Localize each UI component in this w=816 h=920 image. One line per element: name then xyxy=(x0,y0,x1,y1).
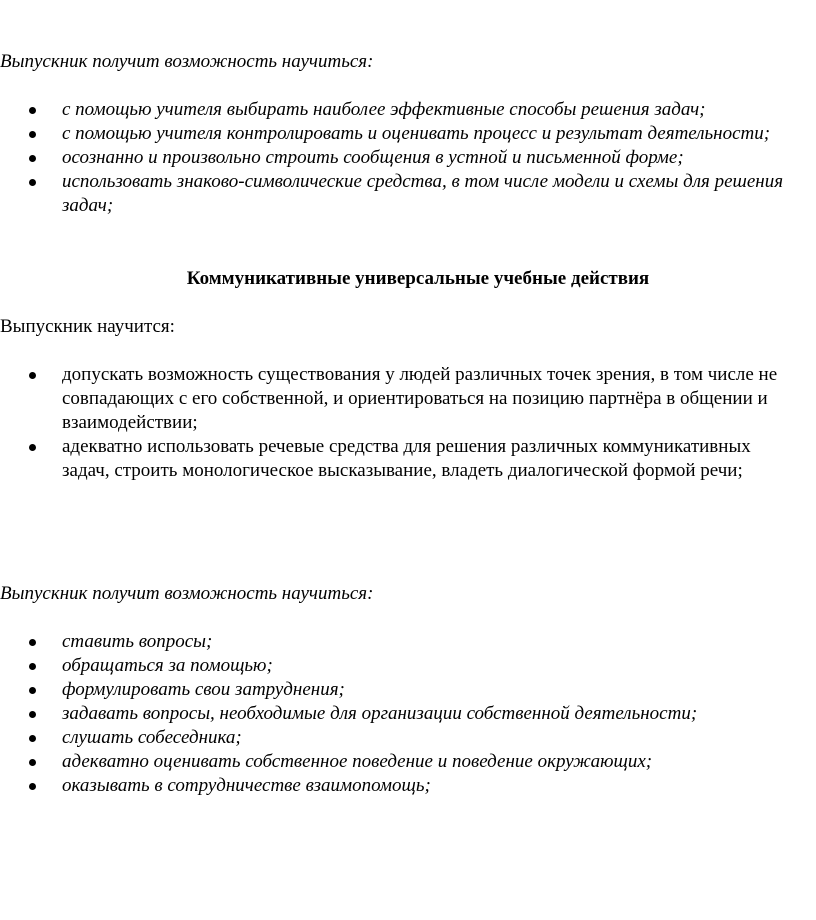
list-item: адекватно оценивать собственное поведение и поведение окружающих; xyxy=(0,750,790,774)
section1-list xyxy=(0,98,790,218)
list-item: обращаться за помощью; xyxy=(0,654,790,678)
bullet-icon xyxy=(29,663,36,670)
list-item: использовать знаково-символические средства, в том числе модели и схемы для решения задач; xyxy=(0,170,790,218)
section1-intro: Выпускник получит возможность научиться: xyxy=(0,51,374,72)
list-item: адекватно использовать речевые средства для решения различных коммуникативных задач, строить монологическое высказывание, владеть диалогической формой речи; xyxy=(0,435,790,483)
bullet-icon xyxy=(29,735,36,742)
bullet-icon xyxy=(29,179,36,186)
bullet-icon xyxy=(29,131,36,138)
bullet-icon xyxy=(29,107,36,114)
bullet-icon xyxy=(29,711,36,718)
list-item: задавать вопросы, необходимые для организации собственной деятельности; xyxy=(0,702,790,726)
bullet-icon xyxy=(29,155,36,162)
list-item: слушать собеседника; xyxy=(0,726,790,750)
list-item: с помощью учителя выбирать наиболее эффективные способы решения задач; xyxy=(0,98,790,122)
list-item: осознанно и произвольно строить сообщения в устной и письменной форме; xyxy=(0,146,790,170)
list-item: ставить вопросы; xyxy=(0,630,790,654)
section2-intro: Выпускник научится: xyxy=(0,316,175,337)
bullet-icon xyxy=(29,444,36,451)
bullet-icon xyxy=(29,687,36,694)
bullet-icon xyxy=(29,372,36,379)
list-item: формулировать свои затруднения; xyxy=(0,678,790,702)
bullet-icon xyxy=(29,639,36,646)
bullet-icon xyxy=(29,783,36,790)
list-item: допускать возможность существования у людей различных точек зрения, в том числе не совпадающих с его собственной, и ориентироваться на позицию партнёра в общении и взаимодействии; xyxy=(0,363,790,435)
section-heading: Коммуникативные универсальные учебные действия xyxy=(186,268,650,289)
section2-list xyxy=(0,363,790,483)
bullet-icon xyxy=(29,759,36,766)
list-item: с помощью учителя контролировать и оценивать процесс и результат деятельности; xyxy=(0,122,790,146)
list-item: оказывать в сотрудничестве взаимопомощь; xyxy=(0,774,790,798)
section3-intro: Выпускник получит возможность научиться: xyxy=(0,583,374,604)
section3-list xyxy=(0,630,790,798)
